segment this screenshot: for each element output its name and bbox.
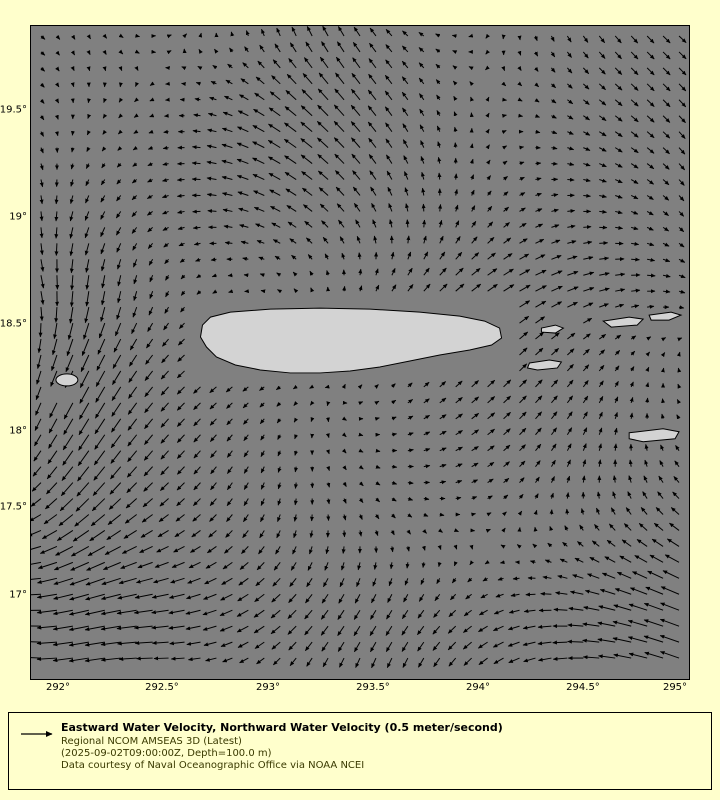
legend-line-2: Data courtesy of Naval Oceanographic Office via NOAA NCEI xyxy=(61,760,365,771)
st-thomas-island xyxy=(603,317,643,327)
vieques-island xyxy=(527,360,561,370)
y-tick-4: 17.5° xyxy=(0,501,27,513)
map-plot-area[interactable] xyxy=(30,25,690,680)
y-tick-3: 18° xyxy=(9,425,27,437)
x-tick-5: 294.5° xyxy=(566,682,600,693)
legend-line-0: Regional NCOM AMSEAS 3D (Latest) xyxy=(61,736,242,747)
x-tick-1: 292.5° xyxy=(145,682,179,693)
y-axis-tick-labels xyxy=(0,25,30,680)
y-tick-0: 19.5° xyxy=(0,104,27,116)
y-tick-2: 18.5° xyxy=(0,318,27,330)
st-croix-island xyxy=(629,429,679,442)
y-tick-1: 19° xyxy=(9,211,27,223)
land-shapes xyxy=(31,26,689,679)
legend-text-block xyxy=(61,721,701,772)
legend-line-1: (2025-09-02T09:00:00Z, Depth=100.0 m) xyxy=(61,748,272,759)
legend-title: Eastward Water Velocity, Northward Water Velocity (0.5 meter/second) xyxy=(61,721,503,734)
right-arrow-icon xyxy=(19,727,59,741)
x-tick-0: 292° xyxy=(45,682,71,693)
x-tick-4: 294° xyxy=(465,682,491,693)
puerto-rico-island xyxy=(200,308,501,373)
y-tick-5: 17° xyxy=(9,589,27,601)
legend-box xyxy=(8,712,712,790)
mona-island xyxy=(56,374,78,386)
map-frame[interactable] xyxy=(30,25,690,680)
x-tick-2: 293° xyxy=(255,682,281,693)
x-axis-tick-labels xyxy=(30,682,692,698)
x-tick-3: 293.5° xyxy=(356,682,390,693)
x-tick-6: 295° xyxy=(662,682,688,693)
st-john-island xyxy=(649,312,681,320)
culebra-island xyxy=(541,325,563,333)
